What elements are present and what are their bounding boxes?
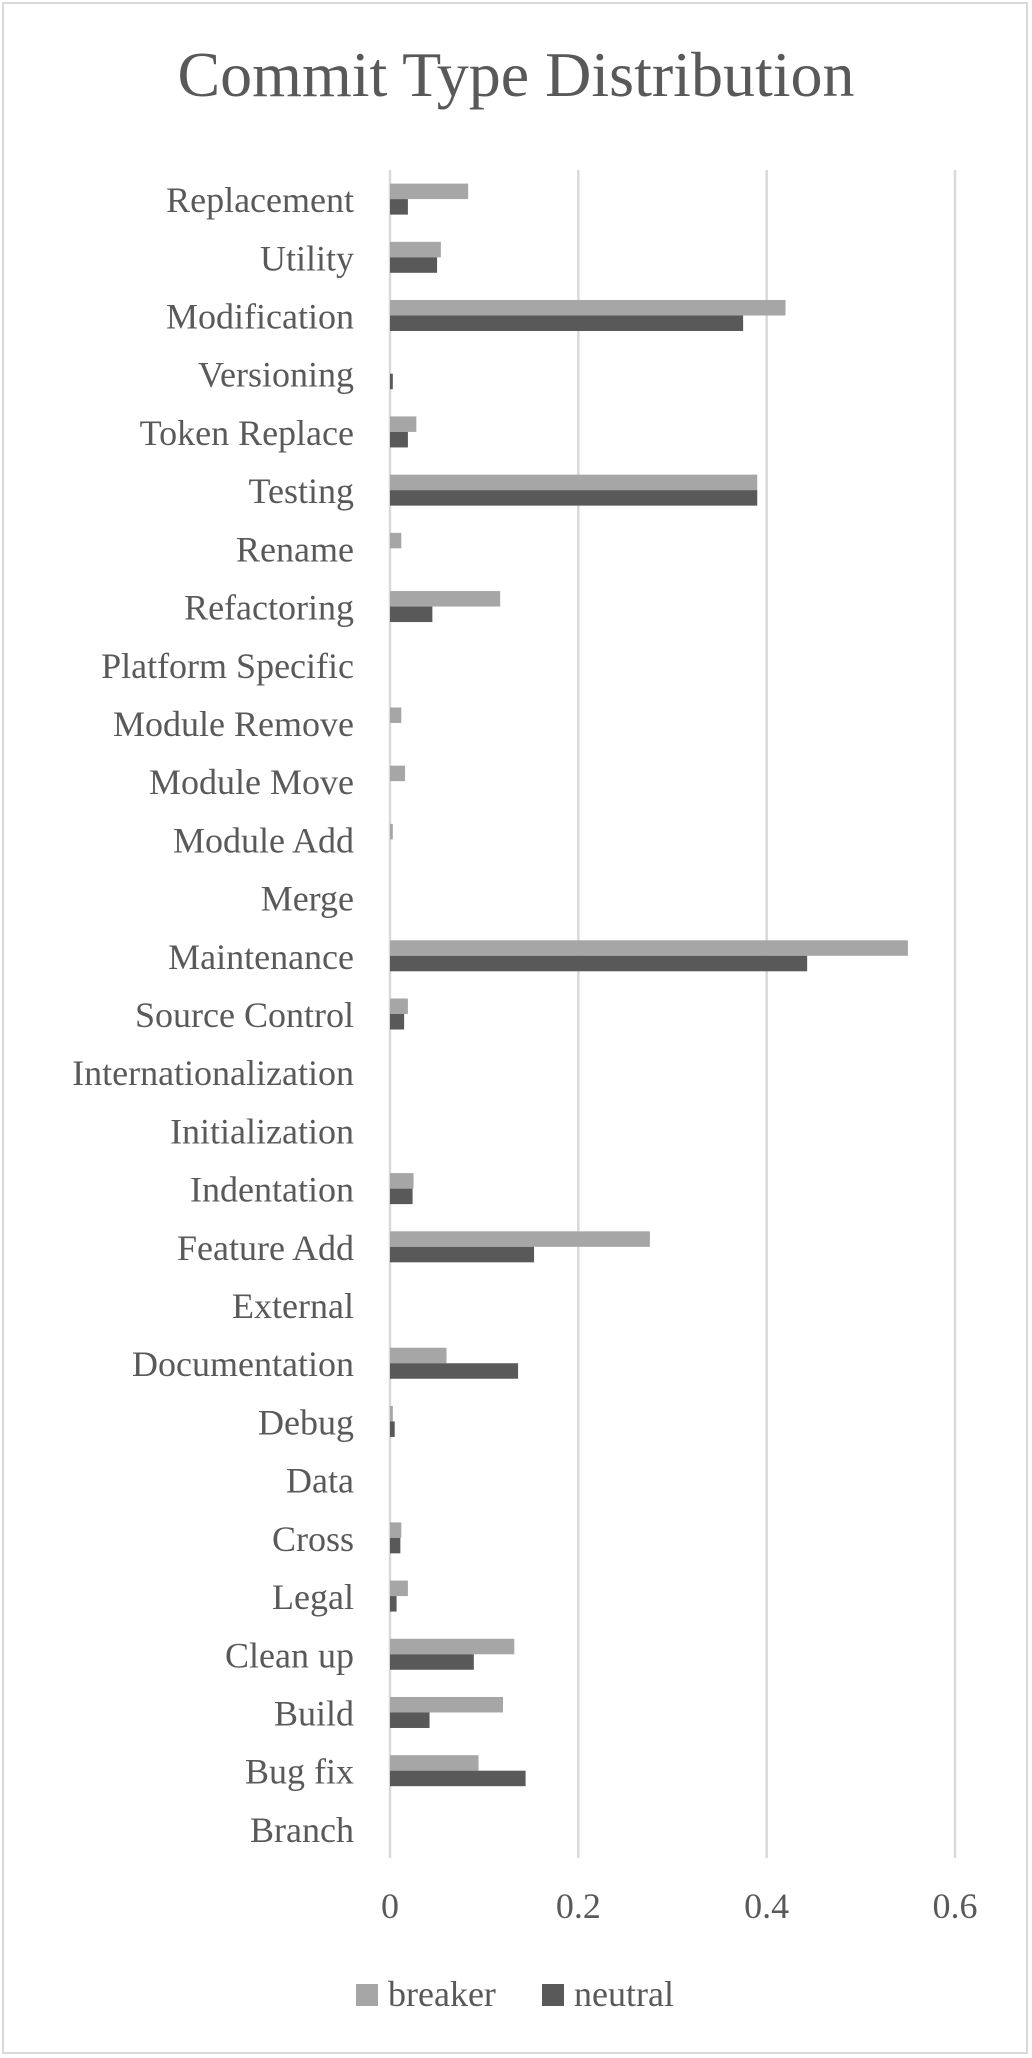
category-label: Debug — [258, 1402, 354, 1443]
category-label: Replacement — [166, 180, 354, 221]
bar-breaker — [390, 707, 401, 723]
bar-neutral — [390, 432, 408, 448]
category-label: Maintenance — [168, 936, 354, 977]
bar-breaker — [390, 1697, 503, 1713]
category-label: External — [232, 1286, 354, 1327]
bar-breaker — [390, 1231, 650, 1247]
category-label: Indentation — [190, 1169, 354, 1210]
category-label: Rename — [236, 529, 354, 570]
bar-neutral — [390, 607, 432, 623]
bar-breaker — [390, 416, 416, 432]
bar-neutral — [390, 956, 807, 972]
category-label: Module Remove — [113, 703, 354, 744]
bar-neutral — [390, 1247, 534, 1263]
bar-neutral — [390, 1421, 395, 1437]
bar-breaker — [390, 1406, 393, 1422]
category-label: Module Add — [172, 820, 354, 861]
bar-breaker — [390, 1348, 447, 1364]
legend-swatch-neutral — [542, 1984, 564, 2006]
bar-neutral — [390, 490, 757, 506]
category-label: Source Control — [135, 995, 354, 1035]
legend-swatch-breaker — [356, 1984, 378, 2006]
x-tick-label: 0 — [381, 1886, 399, 1926]
category-label: Branch — [250, 1809, 354, 1850]
category-label: Refactoring — [184, 587, 354, 628]
bar-breaker — [390, 1522, 401, 1538]
category-label: Feature Add — [177, 1227, 354, 1268]
category-label: Utility — [259, 238, 354, 279]
bar-neutral — [390, 199, 408, 215]
bar-neutral — [390, 1363, 518, 1379]
category-label: Token Replace — [139, 412, 354, 453]
bar-neutral — [390, 1712, 430, 1728]
x-axis-ticks — [381, 1886, 978, 1926]
category-label: Documentation — [132, 1344, 354, 1385]
bar-breaker — [390, 242, 441, 258]
bar-breaker — [390, 300, 786, 316]
bar-breaker — [390, 766, 405, 782]
bar-breaker — [390, 940, 908, 956]
category-label: Modification — [166, 296, 354, 337]
bar-breaker — [390, 824, 393, 840]
category-label: Testing — [248, 471, 354, 512]
bar-breaker — [390, 591, 500, 607]
category-label: Data — [286, 1460, 354, 1501]
bar-neutral — [390, 257, 437, 273]
bar-neutral — [390, 316, 743, 332]
category-label: Internationalization — [72, 1053, 354, 1094]
bar-breaker — [390, 184, 468, 200]
bar-breaker — [390, 1755, 479, 1771]
bar-neutral — [390, 1189, 413, 1205]
category-label: Build — [273, 1693, 354, 1734]
bar-breaker — [390, 533, 401, 549]
chart-title: Commit Type Distribution — [177, 39, 855, 110]
bar-neutral — [390, 1014, 404, 1030]
x-tick-label: 0.2 — [555, 1886, 601, 1926]
category-label: Merge — [260, 878, 354, 919]
category-labels — [72, 180, 354, 1850]
category-label: Cross — [271, 1518, 354, 1559]
category-label: Module Move — [149, 762, 354, 803]
category-label: Versioning — [198, 354, 354, 395]
legend-label-breaker: breaker — [388, 1974, 496, 2014]
bar-neutral — [390, 1596, 397, 1612]
category-label: Legal — [272, 1577, 354, 1618]
bar-breaker — [390, 1639, 514, 1655]
bar-breaker — [390, 999, 408, 1015]
bar-breaker — [390, 1581, 408, 1597]
gridlines — [390, 170, 955, 1858]
bar-neutral — [390, 1771, 526, 1787]
category-label: Clean up — [225, 1635, 354, 1676]
bar-breaker — [390, 1173, 414, 1189]
bar-neutral — [390, 1538, 400, 1554]
bars — [390, 184, 908, 1787]
legend-label-neutral: neutral — [574, 1974, 674, 2014]
bar-neutral — [390, 1654, 474, 1670]
bar-breaker — [390, 475, 757, 491]
x-tick-label: 0.4 — [744, 1886, 790, 1926]
legend — [356, 1974, 674, 2014]
x-tick-label: 0.6 — [932, 1886, 978, 1926]
bar-neutral — [390, 374, 393, 390]
category-label: Initialization — [170, 1111, 354, 1152]
category-label: Bug fix — [244, 1751, 354, 1792]
category-label: Platform Specific — [101, 645, 354, 686]
